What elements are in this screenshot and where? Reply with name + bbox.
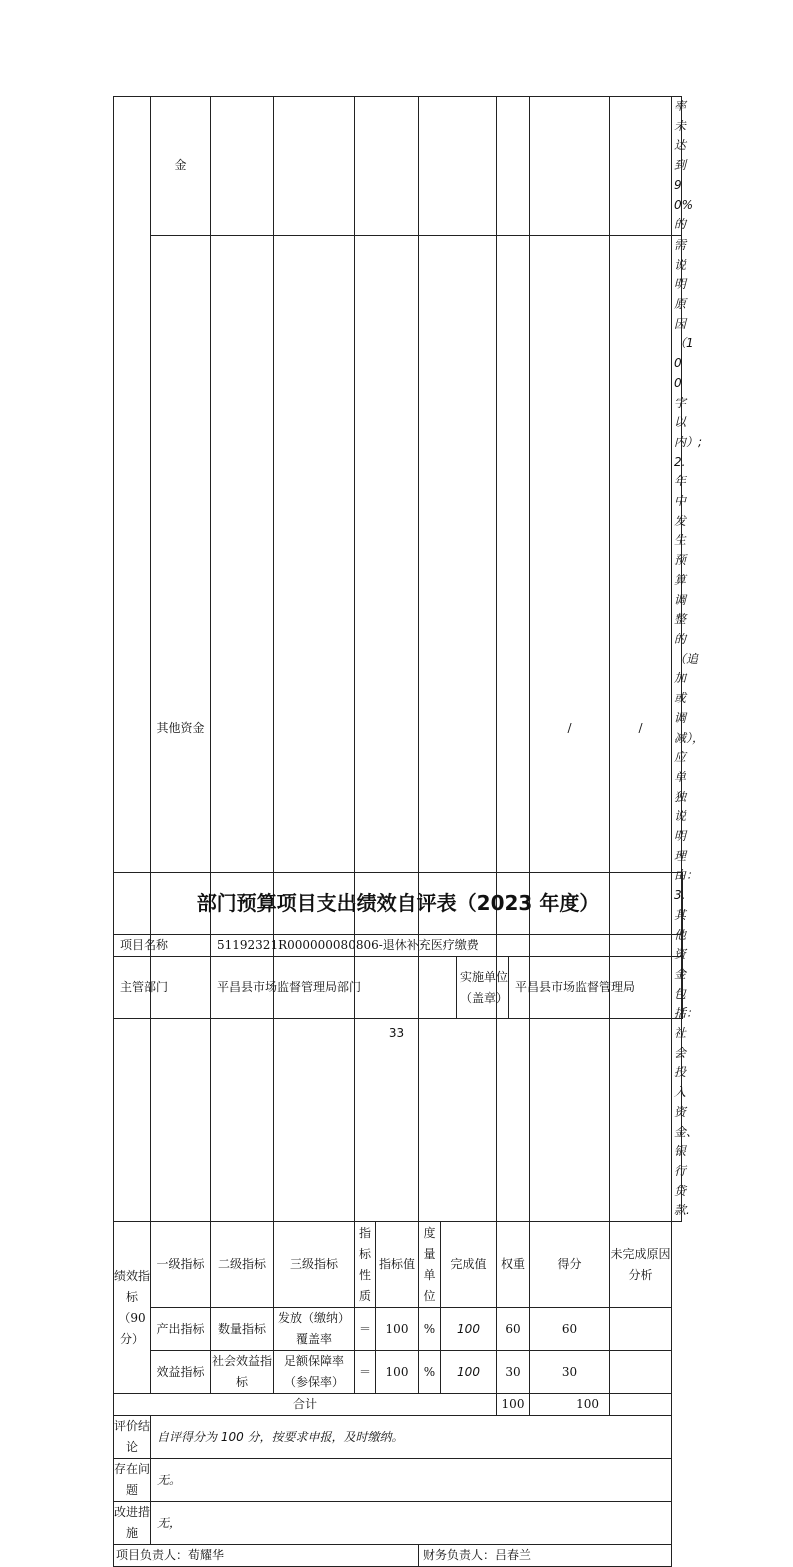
section-blank-cell [114,97,151,1222]
header-unit: 度量单位 [419,1222,441,1308]
header-level2: 二级指标 [211,1222,274,1308]
total-weight: 100 [497,1394,530,1416]
table-row: 效益指标 社会效益指标 足额保障率（参保率） ＝ 100 % 100 30 30 [114,1351,682,1394]
total-score: 100 [530,1394,610,1416]
fund-label-cont: 金 [151,97,211,236]
page-number: 33 [388,1026,405,1040]
weight-slash: / [530,235,610,1221]
impl-value: 平昌县市场监督管理局 [509,957,683,1019]
eval-label: 评价结论 [114,1416,151,1459]
fund-note-top: 率未达到 90%的 [672,97,682,236]
header-level3: 三级指标 [274,1222,355,1308]
indicator-section-label: 绩效指标（90分） [114,1222,151,1394]
finance-lead: 财务负责人：吕春兰 [419,1545,672,1567]
problem-text: 无。 [151,1459,672,1502]
performance-table [113,96,705,1567]
form2-table [113,872,683,1019]
header-value: 指标值 [376,1222,419,1308]
score-slash: / [610,235,672,1221]
eval-text: 自评得分为 100 分，按要求申报，及时缴纳。 [151,1416,672,1459]
impl-label: 实施单位（盖章） [457,957,509,1019]
fund-label-other: 其他资金 [151,235,211,1221]
dept-value: 平昌县市场监督管理局部门 [211,957,457,1019]
project-lead: 项目负责人：荀耀华 [114,1545,419,1567]
fund-note: 需说明原因（100 字以内）;2.年中发生预算调整的（追加或调减），应单独说明理由：3.其他资金包括：社会投入资金、银行贷款. [672,235,682,1221]
measure-label: 改进措施 [114,1502,151,1545]
total-label: 合计 [114,1394,497,1416]
project-name-value: 51192321R000000080806-退休补充医疗缴费 [211,935,683,957]
header-actual: 完成值 [441,1222,497,1308]
project-name-label: 项目名称 [114,935,211,957]
header-score: 得分 [530,1222,610,1308]
header-weight: 权重 [497,1222,530,1308]
header-level1: 一级指标 [151,1222,211,1308]
header-nature: 指标性质 [355,1222,376,1308]
header-reason: 未完成原因分析 [610,1222,672,1308]
problem-label: 存在问题 [114,1459,151,1502]
form2-title: 部门预算项目支出绩效自评表（2023 年度） [114,873,683,935]
table-row: 产出指标 数量指标 发放（缴纳）覆盖率 ＝ 100 % 100 60 60 [114,1308,682,1351]
dept-label: 主管部门 [114,957,211,1019]
measure-text: 无， [151,1502,672,1545]
